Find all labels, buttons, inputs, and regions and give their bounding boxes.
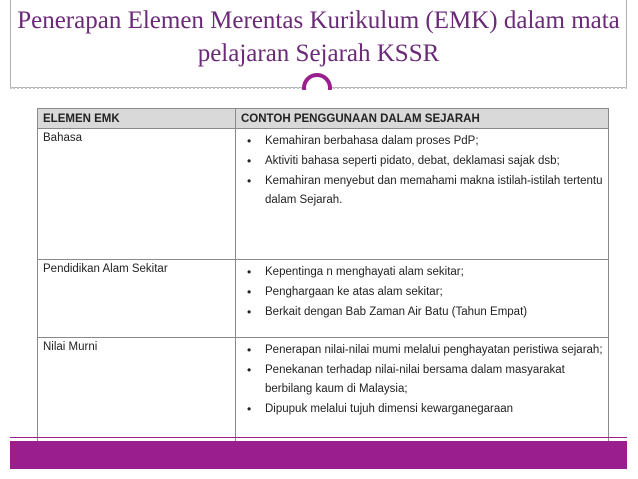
list-item: • Dipupuk melalui tujuh dimensi kewarganegaraan xyxy=(265,400,603,420)
element-cell: Pendidikan Alam Sekitar xyxy=(38,260,236,338)
table-header-row xyxy=(38,109,609,129)
list-item: • Kemahiran berbahasa dalam proses PdP; xyxy=(265,132,603,152)
list-item: • Aktiviti bahasa seperti pidato, debat, deklamasi sajak dsb; xyxy=(265,152,603,172)
list-item: • Penghargaan ke atas alam sekitar; xyxy=(265,283,603,303)
header-example: CONTOH PENGGUNAAN DALAM SEJARAH xyxy=(236,109,609,129)
element-cell: Bahasa xyxy=(38,129,236,260)
list-item: • Kepentinga n menghayati alam sekitar; xyxy=(265,263,603,283)
table-row xyxy=(38,129,609,260)
list-item: • Penekanan terhadap nilai-nilai bersama dalam masyarakat berbilang kaum di Malaysia; xyxy=(265,361,603,400)
list-item: • Penerapan nilai-nilai mumi melalui penghayatan peristiwa sejarah; xyxy=(265,341,603,361)
header-element: ELEMEN EMK xyxy=(38,109,236,129)
example-cell xyxy=(236,129,609,260)
list-item: • Berkait dengan Bab Zaman Air Batu (Tahun Empat) xyxy=(265,303,603,323)
example-cell xyxy=(236,338,609,458)
emk-table xyxy=(37,108,609,458)
element-cell: Nilai Murni xyxy=(38,338,236,458)
example-cell xyxy=(236,260,609,338)
footer-line xyxy=(10,437,627,438)
table-row xyxy=(38,338,609,458)
list-item: • Kemahiran menyebut dan memahami makna istilah-istilah tertentu dalam Sejarah. xyxy=(265,172,603,211)
table-row xyxy=(38,260,609,338)
footer-bar xyxy=(10,441,627,469)
slide-title: Penerapan Elemen Merentas Kurikulum (EMK) dalam mata pelajaran Sejarah KSSR xyxy=(17,7,620,67)
